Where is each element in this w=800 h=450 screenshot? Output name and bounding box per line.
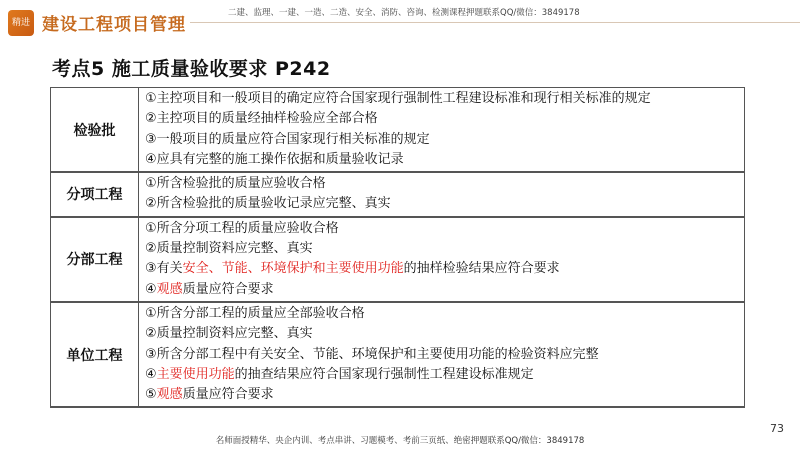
category-cell: 单位工程 (51, 302, 139, 407)
header-bar (0, 0, 800, 44)
requirement-item (145, 345, 738, 365)
requirement-item (145, 194, 738, 214)
requirement-text: ⑤ (145, 387, 157, 403)
highlighted-text: 安全、节能、环境保护和主要使用功能 (182, 261, 404, 277)
category-cell: 分部工程 (51, 217, 139, 302)
requirement-text: ③一般项目的质量应符合国家现行相关标准的规定 (145, 131, 430, 147)
requirement-item (145, 259, 738, 279)
requirement-item (145, 150, 738, 170)
requirement-item (145, 109, 738, 129)
course-title: 建设工程项目管理 (42, 15, 186, 35)
requirement-text: ②质量控制资料应完整、真实 (145, 241, 313, 257)
category-cell: 分项工程 (51, 172, 139, 217)
requirement-text: ①所含分部工程的质量应全部验收合格 (145, 305, 365, 321)
table-row (51, 88, 745, 173)
requirement-item (145, 239, 738, 259)
header-divider (190, 22, 800, 23)
page-number: 73 (770, 422, 784, 435)
acceptance-requirements-table (50, 87, 745, 408)
requirement-item (145, 385, 738, 405)
requirement-text: ②所含检验批的质量验收记录应完整、真实 (145, 196, 391, 212)
requirement-text: 质量应符合要求 (182, 387, 274, 403)
requirement-text: 的抽样检验结果应符合要求 (403, 261, 560, 277)
table-row (51, 172, 745, 217)
requirement-text: ①主控项目和一般项目的确定应符合国家现行强制性工程建设标准和现行相关标准的规定 (145, 91, 651, 106)
requirements-cell (139, 302, 745, 407)
requirement-item (145, 89, 738, 109)
requirement-text: ②质量控制资料应完整、真实 (145, 326, 313, 342)
requirement-text: ④应具有完整的施工操作依据和质量验收记录 (145, 151, 404, 167)
requirements-cell (139, 217, 745, 302)
requirement-text: ③所含分部工程中有关安全、节能、环境保护和主要使用功能的检验资料应完整 (145, 346, 599, 362)
requirement-item (145, 174, 738, 194)
requirement-text: ①所含分项工程的质量应验收合格 (145, 220, 339, 236)
requirement-item (145, 130, 738, 150)
requirement-text: 质量应符合要求 (182, 281, 274, 297)
table-row (51, 302, 745, 407)
highlighted-text: 主要使用功能 (156, 366, 235, 382)
requirement-item (145, 365, 738, 385)
table-row (51, 217, 745, 302)
requirement-item (145, 280, 738, 300)
highlighted-text: 观感 (156, 387, 183, 403)
requirement-text: ②主控项目的质量经抽样检验应全部合格 (145, 111, 378, 127)
category-cell: 检验批 (51, 88, 139, 173)
requirement-text: ④ (145, 366, 157, 382)
requirement-item (145, 304, 738, 324)
requirement-text: ③有关 (145, 261, 183, 277)
brand-logo: 精进 (8, 10, 34, 36)
footer-contact-notice: 名师面授精华、央企内训、考点串讲、习题模考、考前三页纸、绝密押题联系QQ/微信：3849178 (215, 436, 585, 446)
requirement-item (145, 219, 738, 239)
requirement-text: 的抽查结果应符合国家现行强制性工程建设标准规定 (234, 366, 534, 382)
requirements-cell (139, 88, 745, 173)
requirement-item (145, 324, 738, 344)
slide-title: 考点5 施工质量验收要求 P242 (52, 58, 331, 80)
requirements-cell (139, 172, 745, 217)
top-contact-notice: 二建、监理、一建、一造、二造、安全、消防、咨询、检测课程押题联系QQ/微信：3849178 (228, 8, 580, 18)
requirement-text: ①所含检验批的质量应验收合格 (145, 176, 326, 192)
highlighted-text: 观感 (156, 281, 183, 297)
requirement-text: ④ (145, 281, 157, 297)
